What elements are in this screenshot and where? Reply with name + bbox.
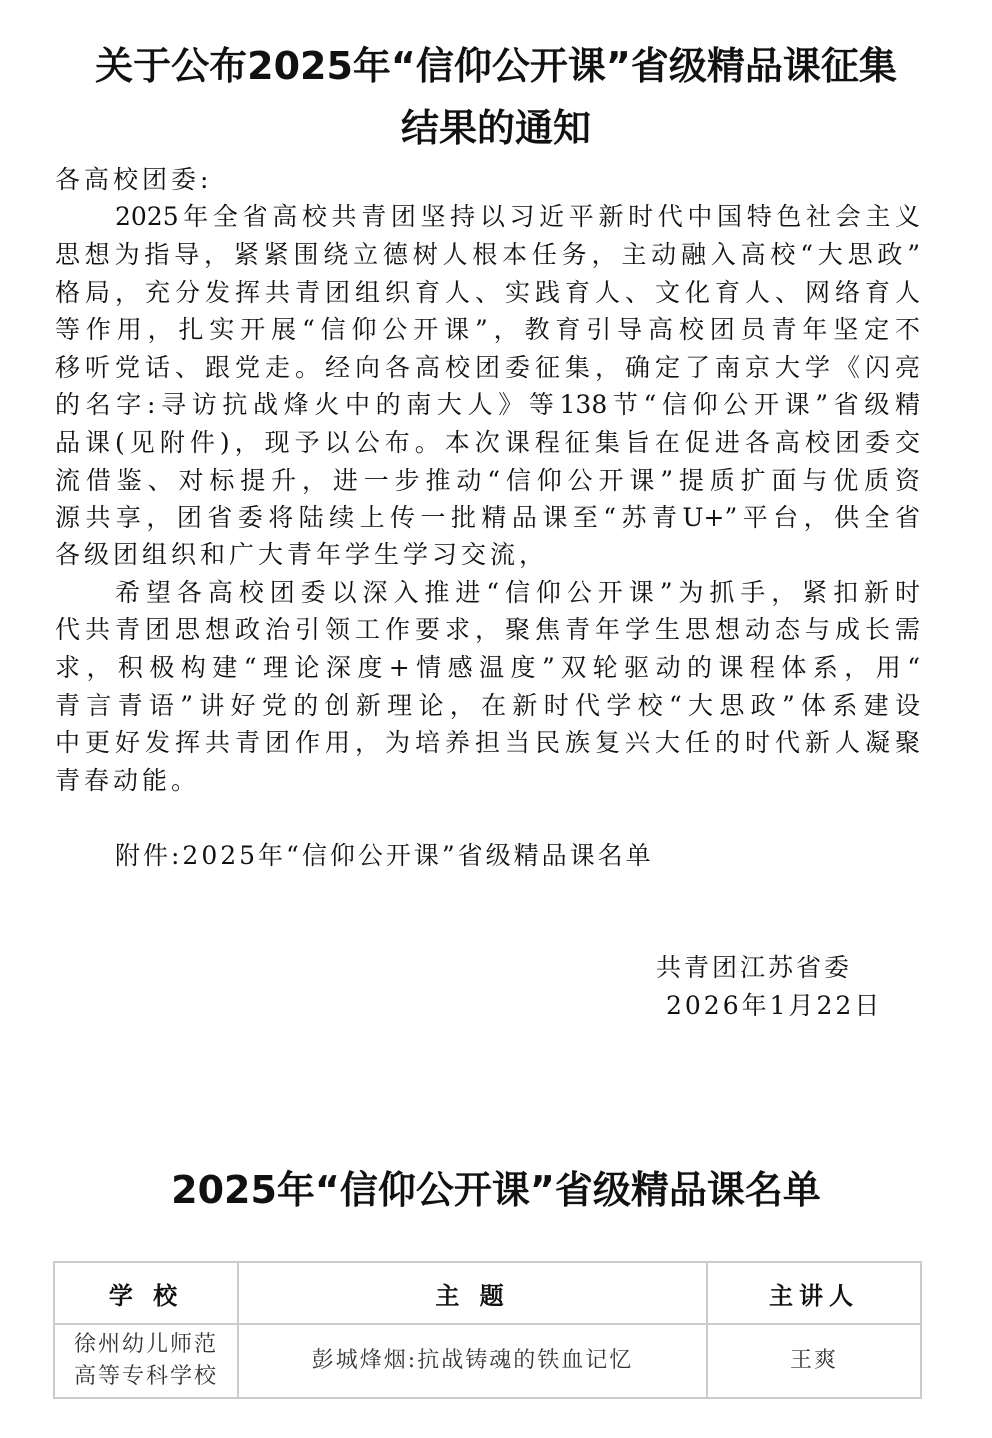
attachment-note: 附件:2025年“信仰公开课”省级精品课名单 — [115, 841, 654, 870]
body-line: 代共青团思想政治引领工作要求，聚焦青年学生思想动态与成长需 — [55, 615, 920, 644]
body-line: 的名字:寻访抗战烽火中的南大人》等138节“信仰公开课”省级精 — [55, 390, 920, 419]
body-line: 青春动能。 — [55, 766, 201, 795]
body-line: 流借鉴、对标提升，进一步推动“信仰公开课”提质扩面与优质资 — [55, 466, 920, 495]
cell-speaker: 王爽 — [707, 1324, 921, 1398]
table-header-row — [54, 1262, 921, 1324]
table-row — [54, 1324, 921, 1398]
header-topic: 主 题 — [238, 1262, 707, 1324]
header-school: 学 校 — [54, 1262, 238, 1324]
notice-title-line-1: 关于公布2025年“信仰公开课”省级精品课征集 — [95, 44, 897, 88]
signer: 共青团江苏省委 — [656, 953, 853, 982]
cell-topic: 彭城烽烟:抗战铸魂的铁血记忆 — [238, 1324, 707, 1398]
body-line: 格局，充分发挥共青团组织育人、实践育人、文化育人、网络育人 — [55, 278, 920, 307]
body-line: 希望各高校团委以深入推进“信仰公开课”为抓手，紧扣新时 — [115, 578, 920, 607]
cell-school — [54, 1324, 238, 1398]
list-title: 2025年“信仰公开课”省级精品课名单 — [171, 1168, 821, 1212]
notice-title-line-2: 结果的通知 — [400, 106, 591, 150]
date: 2026年1月22日 — [666, 991, 883, 1020]
body-line: 各级团组织和广大青年学生学习交流， — [55, 540, 549, 569]
body-line: 品课(见附件)，现予以公布。本次课程征集旨在促进各高校团委交 — [55, 428, 920, 457]
school-line: 高等专科学校 — [73, 1364, 218, 1389]
body-line: 等作用，扎实开展“信仰公开课”，教育引导高校团员青年坚定不 — [55, 315, 920, 344]
body-line: 青言青语”讲好党的创新理论，在新时代学校“大思政”体系建设 — [55, 691, 920, 720]
body-line: 中更好发挥共青团作用，为培养担当民族复兴大任的时代新人凝聚 — [55, 728, 920, 757]
body-line: 移听党话、跟党走。经向各高校团委征集，确定了南京大学《闪亮 — [55, 353, 920, 382]
header-speaker: 主讲人 — [707, 1262, 921, 1324]
salutation: 各高校团委: — [55, 165, 213, 194]
body-line: 2025年全省高校共青团坚持以习近平新时代中国特色社会主义 — [115, 202, 920, 231]
body-line: 源共享，团省委将陆续上传一批精品课至“苏青U+”平台，供全省 — [55, 503, 920, 532]
course-list-table — [53, 1261, 922, 1399]
body-line: 思想为指导，紧紧围绕立德树人根本任务，主动融入高校“大思政” — [55, 240, 920, 269]
body-line: 求，积极构建“理论深度+情感温度”双轮驱动的课程体系，用“ — [55, 653, 920, 682]
school-line: 徐州幼儿师范 — [73, 1332, 218, 1357]
